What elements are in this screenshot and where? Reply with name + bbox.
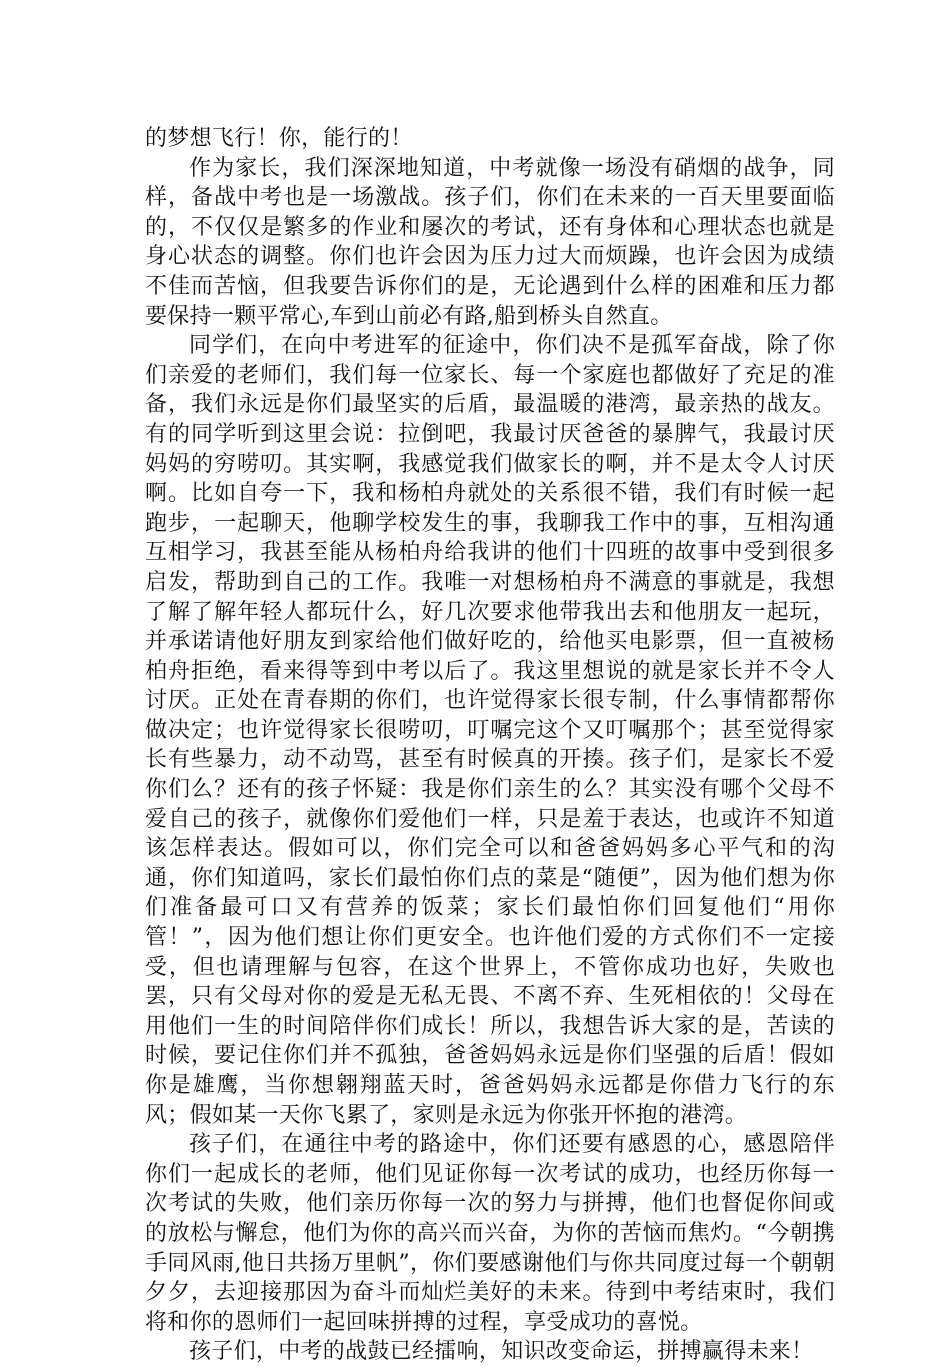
paragraph-closing: 孩子们，中考的战鼓已经擂响，知识改变命运，拼搏赢得未来！: [189, 1339, 814, 1365]
paragraph-gratitude: 孩子们，在通往中考的路途中，你们还要有感恩的心，感恩陪伴你们一起成长的老师，他们见证你每一次考试的成功，也经历你每一次考试的失败，他们亲历你每一次的努力与拼搏，他们也督促你间或的放松与懈怠，他们为你的高兴而兴奋，为你的苦恼而焦灼。“今朝携手同风雨,他日共扬万里帆”，你们要感谢他们与你共同度过每一个朝朝夕夕，去迎接那因为奋斗而灿烂美好的未来。待到中考结束时，我们将和你的恩师们一起回味拼搏的过程，享受成功的喜悦。: [145, 1132, 835, 1335]
document-page: [145, 124, 835, 1367]
paragraph-parents-know: 作为家长，我们深深地知道，中考就像一场没有硝烟的战争，同样，备战中考也是一场激战。孩子们，你们在未来的一百天里要面临的，不仅仅是繁多的作业和屡次的考试，还有身体和心理状态也就是身心状态的调整。你们也许会因为压力过大而烦躁，也许会因为成绩不佳而苦恼，但我要告诉你们的是，无论遇到什么样的困难和压力都要保持一颗平常心,车到山前必有路,船到桥头自然直。: [145, 155, 835, 329]
paragraph-classmates: 同学们，在向中考进军的征途中，你们决不是孤军奋战，除了你们亲爱的老师们，我们每一位家长、每一个家庭也都做好了充足的准备，我们永远是你们最坚实的后盾，最温暖的港湾，最亲热的战友。有的同学听到这里会说：拉倒吧，我最讨厌爸爸的暴脾气，我最讨厌妈妈的穷唠叨。其实啊，我感觉我们做家长的啊，并不是太令人讨厌啊。比如自夸一下，我和杨柏舟就处的关系很不错，我们有时候一起跑步，一起聊天，他聊学校发生的事，我聊我工作中的事，互相沟通互相学习，我甚至能从杨柏舟给我讲的他们十四班的故事中受到很多启发，帮助到自己的工作。我唯一对想杨柏舟不满意的事就是，我想了解了解年轻人都玩什么，好几次要求他带我出去和他朋友一起玩，并承诺请他好朋友到家给他们做好吃的，给他买电影票，但一直被杨柏舟拒绝，看来得等到中考以后了。我这里想说的就是家长并不令人讨厌。正处在青春期的你们，也许觉得家长很专制，什么事情都帮你做决定；也许觉得家长很唠叨，叮嘱完这个又叮嘱那个；甚至觉得家长有些暴力，动不动骂，甚至有时候真的开揍。孩子们，是家长不爱你们么？还有的孩子怀疑：我是你们亲生的么？其实没有哪个父母不爱自己的孩子，就像你们爱他们一样，只是羞于表达，也或许不知道该怎样表达。假如可以，你们完全可以和爸爸妈妈多心平气和的沟通，你们知道吗，家长们最怕你们点的菜是“随便”，因为他们想为你们准备最可口又有营养的饭菜；家长们最怕你们回复他们“用你管！”，因为他们想让你们更安全。也许他们爱的方式你们不一定接受，但也请理解与包容，在这个世界上，不管你成功也好，失败也罢，只有父母对你的爱是无私无畏、不离不弃、生死相依的！父母在用他们一生的时间陪伴你们成长！所以，我想告诉大家的是，苦读的时候，要记住你们并不孤独，爸爸妈妈永远是你们坚强的后盾！假如你是雄鹰，当你想翱翔蓝天时，爸爸妈妈永远都是你借力飞行的东风；假如某一天你飞累了，家则是永远为你张开怀抱的港湾。: [145, 333, 835, 1128]
paragraph-continuation: 的梦想飞行！你，能行的！: [145, 126, 413, 151]
